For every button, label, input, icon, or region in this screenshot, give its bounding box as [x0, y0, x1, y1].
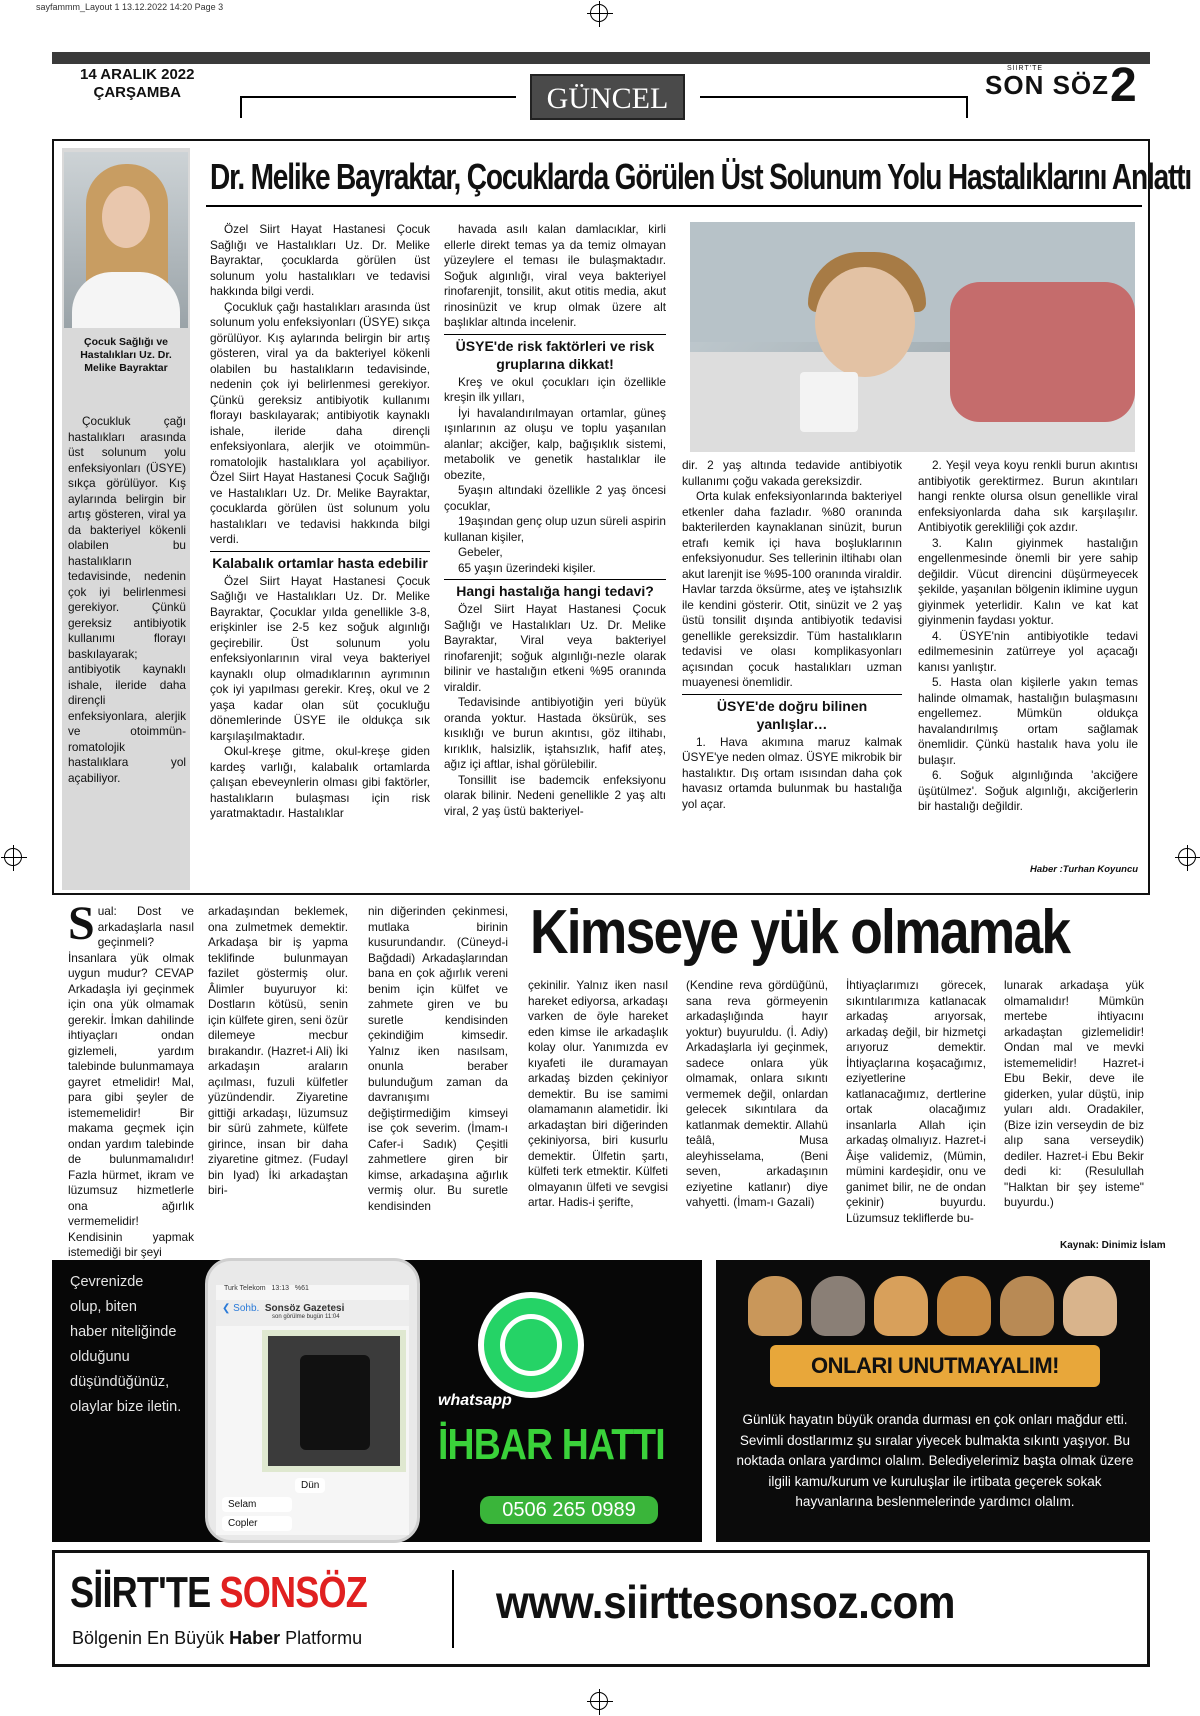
footer-tagline: Bölgenin En Büyük Haber Platformu — [72, 1628, 363, 1648]
trash-bin-image — [300, 1355, 370, 1450]
religion-column-5: (Kendine reva gördüğünü, sana reva görmeyenin arkadaşlığında hayır yoktur) buyuruldu. (İ. Adiy) Arkadaşlarla iyi geçinmek, sadece onlara yük olmamak, onlara sıkıntı vermemek değil, onlardan gelecek sıkıntılara da katlanmak demektir. Allahü teâlâ, Musa aleyhisselama, (Beni seven, arkadaşının eziyetine katlanır) diye vahyetti. (İmam-ı Gazali) — [686, 978, 828, 1209]
religion-column-7: lunarak arkadaşa yük olmamalıdır! Mümkün mertebe ihtiyacını arkadaştan gizlemelidir! Ondan mal ve mevki istememelidir! Hazret-i Ebu Bekir, deve ile giderken, yular düştü, inip yuları aldı. Oradakiler, (Bize izin verseydin de biz alıp sana verseydik) dediler. Hazret-i Ebu Bekir dedi ki: (Resulullah "Halktan bir şey isteme" buyurdu.) — [1004, 978, 1144, 1209]
article-column-1: Özel Siirt Hayat Hastanesi Çocuk Sağlığı ve Hastalıkları Uz. Dr. Melike Bayraktar, çocuklarda görülen üst solunum yolu hastalıkları ve tedavisi hakkında bilgi verdi. Çocukluk çağı hastalıkları arasında üst solunum yolu enfeksiyonları (ÜSYE) sıkça görülüyor. Kış aylarında belirgin bir artış gösteren, viral ya da bakteriyel kökenli olabilen bu hastalıkların tedavisinde, nedenin çok iyi belirlenmesi gerekiyor. Çünkü gereksiz antibiyotik kullanımı florayı baskılayarak; antibiyotik kaynaklı ishale, ileride daha dirençli enfeksiyonlara, alerjik ve otoimmün-romatolojik hastalıklara yol açabiliyor. Özel Siirt Hayat Hastanesi Çocuk Sağlığı ve Hastalıkları Uz. Dr. Melike Bayraktar, çocuklarda görülen üst solunum yolu hastalıkları ve tedavisi hakkında bilgi verdi. Kalabalık ortamlar hasta edebilir Özel Siirt Hayat Hastanesi Çocuk Sağlığı ve Hastalıkları Uz. Dr. Melike Bayraktar, Çocuklar yılda genellikle 3-8, erişkinler ise 2-5 kez soğuk algınlığı geçirebilir. Üst solunum yolu enfeksiyonlarının viral veya bakteriyel kaynaklı olup olmadıklarının ayrımının çok iyi yapılması gerekir. Kreş, okul ve 2 yaşa kadar olan süt çocukluğu dönemlerinde ÜSYE ile oldukça sık karşılaşılmaktadır. Okul-kreşe gitme, okul-kreşe giden kardeş varlığı, kalabalık ortamlarda çalışan ebeveynlerin olması gibi faktörler, hastalıkların bulaşması için risk yaratmaktadır. Hastalıklar — [210, 222, 430, 820]
drop-cap: S — [68, 897, 95, 950]
header-rule-left — [240, 96, 516, 98]
chat-day-label: Dün — [295, 1478, 325, 1493]
cat-image — [1063, 1276, 1117, 1336]
animal-photos — [740, 1268, 1130, 1348]
sidebar-summary: Çocukluk çağı hastalıkları arasında üst solunum yolu enfeksiyonları (ÜSYE) sıkça görülüyor. Kış aylarında belirgin bir artış gösteren, viral ya da bakteriyel kökenli olabilen bu hastalıkların tedavisinde, nedenin çok iyi belirlenmesi gerekiyor. Çünkü gereksiz antibiyotik kullanımı florayı baskılayarak; antibiyotik kaynaklı ishale, ileride daha dirençli enfeksiyonlara, alerjik ve otoimmün-romatolojik hastalıklara yol açabiliyor. — [68, 414, 186, 785]
subheading: Hangi hastalığa hangi tedavi? — [444, 579, 666, 600]
whatsapp-label: whatsapp — [438, 1392, 512, 1409]
chat-bubble: Selam — [222, 1497, 292, 1512]
religion-column-3: nin diğerinden çekinmesi, mutlaka birinin kusurundandır. (Cüneyd-i Bağdadi) Arkadaşlarından bana en çok ağırlık vereni benim için külfet ve zahmete giren ve bu suretle kendisinden çekindiğim kimsedir. Yalnız iken nasılsam, onunla beraber bulunduğum zaman da davranışımı değiştirmediğim kimseyi ise çok severim. (İmam-ı Cafer-i Sadık) Çeşitli zahmetlere giren bir kimse, arkadaşına ağırlık vermiş olur. Bu suretle kendisinden — [368, 904, 508, 1213]
sick-child-photo — [690, 222, 1135, 452]
header-bar — [52, 52, 1150, 64]
newspaper-brand: SİİRT'TE SON SÖZ — [985, 65, 1110, 100]
religion-column-1: Sual: Dost ve arkadaşlarla nasıl geçinmeli? İnsanlara yük olmak uygun mudur? CEVAP Arkadaşla iyi geçinmek için ona yük olmamak gerekir. İmkan dahilinde ihtiyaçları ondan gizlemeli, yardım talebinde bulunmamaya gayret etmelidir! Mal, para gibi şeyler de istememelidir! Bir makama geçmek için ondan yardım talebinde de bulunmamalıdır! Fazla hürmet, ikram ve lüzumsuz hizmetlerle ona ağırlık vermemelidir! Kendisinin yapmak istemediği bir şeyi — [68, 897, 194, 1259]
hotline-title: İHBAR HATTI — [438, 1420, 665, 1469]
hotline-number: 0506 265 0989 — [480, 1496, 658, 1524]
registration-mark-icon — [590, 4, 608, 22]
footer-logo: SİİRT'TE SONSÖZ — [70, 1568, 367, 1617]
header-rule-right — [700, 96, 968, 98]
website-link[interactable]: www.siirttesonsoz.com — [496, 1576, 956, 1628]
back-icon: ❮ — [222, 1303, 234, 1314]
subheading: ÜSYE'de risk faktörleri ve risk gruplarına dikkat! — [444, 334, 666, 373]
subheading: Kalabalık ortamlar hasta edebilir — [210, 551, 430, 572]
religion-column-6: İhtiyaçlarımızı görecek, sıkıntılarımıza katlanacak arkadaş arıyorsak, arkadaş değil, bir hizmetçi arıyoruz demektir. İhtiyaçlarına koşacağımız, eziyetlerine katlanacağımız, dertlerine ortak olacağımız insanlarla Allah için arkadaş olmalıyız. Hazret-i Âişe validemiz, (Mümin, mümini kardeşidir, onu ve ganimet bilir, ne de ondan çekinir) buyurdu. Lüzumsuz tekliflerde bu- — [846, 978, 986, 1225]
ad-invite-text: Çevrenizde olup, biten haber niteliğinde olduğunu düşündüğünüz, olaylar bize iletin. — [70, 1274, 182, 1415]
print-slug: sayfammm_Layout 1 13.12.2022 14:20 Page 3 — [36, 2, 224, 12]
phone-handset-icon — [500, 1314, 562, 1376]
article-headline: Dr. Melike Bayraktar, Çocuklarda Görülen Üst Solunum Yolu Hastalıklarını Anlattı — [210, 156, 1192, 197]
subheading: ÜSYE'de doğru bilinen yanlışlar… — [682, 694, 902, 733]
registration-mark-icon — [1178, 848, 1196, 866]
issue-date — [80, 66, 195, 102]
article-column-3: dir. 2 yaş altında tedavide antibiyotik kullanımı çoğu vakada gereksizdir. Orta kulak enfeksiyonlarında bakteriyel etkenler daha fazladır. %80 oranında bakterilerden kaynaklanan sinüzit, burun etrafı kemik içi hava boşluklarının enfeksiyonudur. Ses tellerinin iltihabı olan akut larenjit ise %95-100 oranında viraldir. Havlar tarzda öksürme, ateş ve iştahsızlık ile kendini gösterir. Otit, sinüzit ve 2 yaş üstü tonsilit dışında antibiyotik tedavisi genellikle gereksizdir. Tüm hastalıkların tedavisi ve olası komplikasyonları açısından çocuk hastalıkları uzman muayenesi önemlidir. ÜSYE'de doğru bilinen yanlışlar… 1. Hava akımına maruz kalmak ÜSYE'ye neden olmaz. ÜSYE mikrobik bir hastalıktır. Dış ortam ısısından daha çok havasız ortamda bulunmak bu hastalığa yol açar. — [682, 458, 902, 811]
section-title: GÜNCEL — [530, 74, 685, 120]
status-bar: Turk Telekom 13:13 %61 — [224, 1285, 309, 1292]
religion-column-4: çekinilir. Yalnız iken nasıl hareket ediyorsa, arkadaşı varken de öyle hareket eden kimse ile arkadaşlık kolay olur. Yanımızda ev kıyafeti ile duramayan arkadaş bizden çekiniyor demektir. Bu ise samimi olamamanın alametidir. İki arkadaştan biri diğerinden çekiniyorsa, biri kusurlu demektir. Ülfetin şartı, külfeti terk etmektir. Külfeti olmayanın ülfeti ve sevgisi artar. Hadis-i şerifte, — [528, 978, 668, 1209]
dog-image — [1000, 1276, 1054, 1336]
article-column-4: 2. Yeşil veya koyu renkli burun akıntısı antibiyotik gerektirmez. Burun akıntıları hangi renkte olursa olsun genellikle viral enfeksiyonlarda daha sık karşılaşılır. Antibiyotik gerekliliği çok azdır. 3. Kalın giyinmek hastalığın engellenmesinde önemli bir yere sahip değildir. Vücut direncini düşürmeyecek şekilde, yaşanılan bölgenin iklimine uygun giyinmek yeterlidir. Kalın ve kat kat giyinmenin faydası yoktur. 4. ÜSYE'nin antibiyotikle tedavi edilmemesinin zatürreye yol açacağı kanısı yanlıştır. 5. Hasta olan kişilerle yakın temas halinde olmamak, hastalığın bulaşmasını engellemez. Mümkün oldukça havalandırılmış ortam sağlamak önemlidir. Çünkü hastalık hava yolu ile bulaşır. 6. Soğuk algınlığında 'akciğere üşütülmez'. Soğuk algınlığı, akciğerlerin bir hastalığı değildir. — [918, 458, 1138, 813]
article-source: Kaynak: Dinimiz İslam — [1060, 1240, 1166, 1251]
registration-mark-icon — [590, 1692, 608, 1710]
news-credit: Haber :Turhan Koyuncu — [1030, 864, 1139, 875]
article-title: Kimseye yük olmamak — [530, 898, 1070, 967]
chat-header: ❮ Sohb. Sonsöz Gazetesi son görülme bugün 11:04 — [216, 1300, 409, 1326]
author-portrait — [64, 152, 188, 328]
religion-column-2: arkadaşından beklemek, ona zulmetmek demektir. Arkadaşa bir iş yapma teklifinde bulunmayan fazilet göstermiş olur. Âlimler buyuruyor ki: Dostların kötüsü, senin için külfete giren, seni özür dilemeye mecbur bırakandır. (Hazret-i Ali) İki arkadaşın araların açılması, fuzuli külfetler yüzündendir. Ziyaretine gittiği arkadaşı, lüzumsuz bir sürü zahmete, külfete girince, insan bir daha ziyaretine gitmez. (Fudayl bin Iyad) İki arkadaştan biri- — [208, 904, 348, 1197]
portrait-caption: Çocuk Sağlığı ve Hastalıkları Uz. Dr. Melike Bayraktar — [80, 336, 172, 374]
animals-banner: ONLARI UNUTMAYALIM! — [770, 1345, 1100, 1387]
chat-bubble: Copler — [222, 1516, 292, 1531]
animals-ad-text: Günlük hayatın büyük oranda durması en çok onları mağdur etti. Sevimli dostlarımız şu sıralar yiyecek bulmakta sıkıntı yaşıyor. Bu noktada onlara yardımcı olalım. Belediyelerimiz başta olmak üzere ilgili kamu/kurum ve kuruluşlar ile irtibata geçerek sokak hayvanlarına beslenmelerinde yardımcı olalım. — [736, 1412, 1134, 1509]
cat-image — [811, 1276, 865, 1336]
page-number: 2 — [1110, 59, 1137, 112]
date-line: 14 ARALIK 2022 — [80, 66, 195, 83]
article-column-2: havada asılı kalan damlacıklar, kirli ellerle direkt temas ya da temiz olmayan yüzeylere el teması ile bulaşmaktadır. Soğuk algınlığı, viral veya bakteriyel rinofarenjit, tonsilit, akut otitis media, akut rinosinüzit ve krup olmak üzere alt başlıklar altında incelenir. ÜSYE'de risk faktörleri ve risk gruplarına dikkat! Kreş ve okul çocukları için özellikle kreşin ilk yılları, İyi havalandırılmayan ortamlar, güneş ışınlarının az oluşu ve toplu yaşanılan alanlar; akciğer, kalp, bağışıklık sistemi, metabolik ve genetik hastalıklar ile obezite, 5yaşın altındaki özellikle 2 yaş öncesi çocuklar, 19aşından genç olup uzun süreli aspirin kullanan kişiler, Gebeler, 65 yaşın üzerindeki kişiler. Hangi hastalığa hangi tedavi? Özel Siirt Hayat Hastanesi Çocuk Sağlığı ve Hastalıkları Uz. Dr. Melike Bayraktar, Viral veya bakteriyel rinofarenjit; soğuk algınlığı-nezle olarak bilinir ve hastalığın etkeni %95 oranında viraldir. Tedavisinde antibiyotiğin yeri büyük oranda yoktur. Hastada öksürük, ses kısıklığı ve burun akıntısı, göz iltihabı, kırıklık, halsizlik, iştahsızlık, hafif ateş, ağız içi aftlar, ishal görülebilir. Tonsillit ise bademcik enfeksiyonu olarak bilinir. Nedeni genellikle 2 yaş altı viral, 2 yaş üstü bakteriyel- — [444, 222, 666, 818]
dog-image — [874, 1276, 928, 1336]
dog-image — [937, 1276, 991, 1336]
cat-image — [748, 1276, 802, 1336]
weekday-line: ÇARŞAMBA — [93, 84, 181, 101]
registration-mark-icon — [4, 848, 22, 866]
